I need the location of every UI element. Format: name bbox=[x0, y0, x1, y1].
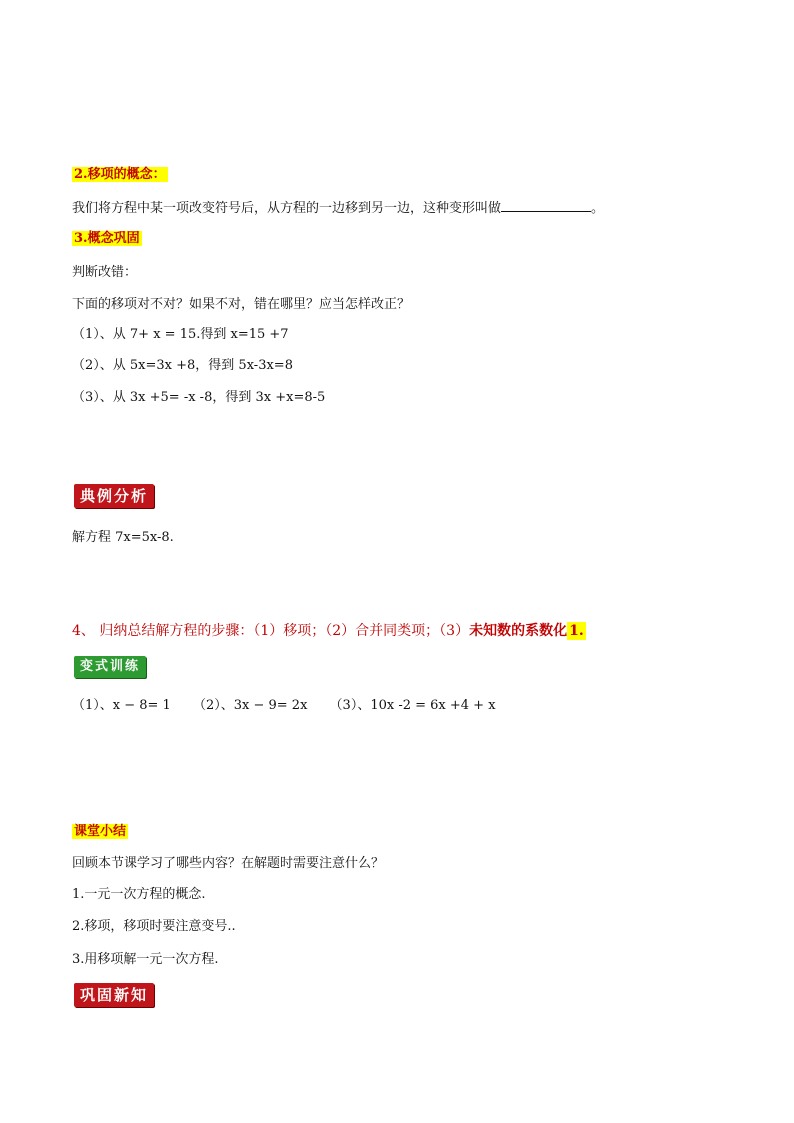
judge-item-1: （1）、从 7+ x = 15.得到 x=15 +7 bbox=[72, 327, 289, 342]
concept-sentence-text: 我们将方程中某一项改变符号后，从方程的一边移到另一边，这种变形叫做 bbox=[72, 201, 502, 216]
summary-heading-text: 课堂小结 bbox=[74, 824, 127, 839]
judge-item-2: （2）、从 5x=3x +8，得到 5x-3x=8 bbox=[72, 358, 293, 373]
section3-heading bbox=[72, 230, 142, 248]
summary-point-1: 1.一元一次方程的概念. bbox=[72, 887, 206, 902]
summary-heading bbox=[72, 823, 128, 841]
judge-question: 下面的移项对不对？如果不对，错在哪里？应当怎样改正？ bbox=[72, 297, 411, 312]
consolidate-banner: 巩固新知 bbox=[74, 983, 154, 1007]
judge-item-3: （3）、从 3x +5= -x -8，得到 3x +x=8-5 bbox=[72, 390, 326, 405]
section4-steps-highlight: 1. bbox=[569, 623, 584, 639]
concept-sentence bbox=[72, 199, 604, 218]
fill-in-blank bbox=[501, 199, 591, 212]
section4-steps-bold: 未知数的系数化 bbox=[469, 623, 568, 639]
example-problem: 解方程 7x=5x-8. bbox=[72, 530, 174, 545]
variation-item-1: （1）、x − 8= 1 bbox=[72, 698, 171, 713]
section3-heading-text: 3.概念巩固 bbox=[74, 231, 140, 246]
judge-label: 判断改错： bbox=[72, 265, 138, 280]
variation-items bbox=[72, 697, 514, 715]
variation-item-3: （3）、10x -2 = 6x +4 + x bbox=[329, 698, 496, 713]
summary-point-3: 3.用移项解一元一次方程. bbox=[72, 952, 219, 967]
variation-banner: 变式训练 bbox=[74, 656, 146, 678]
summary-question: 回顾本节课学习了哪些内容？在解题时需要注意什么？ bbox=[72, 856, 385, 871]
concept-sentence-end: 。 bbox=[591, 201, 605, 216]
section2-heading-text: 2.移项的概念： bbox=[74, 167, 166, 182]
section2-heading bbox=[72, 166, 168, 184]
example-banner: 典例分析 bbox=[74, 484, 154, 508]
summary-point-2: 2.移项，移项时要注意变号.. bbox=[72, 919, 236, 934]
section4-steps bbox=[72, 622, 586, 640]
variation-item-2: （2）、3x − 9= 2x bbox=[192, 698, 308, 713]
section4-steps-text: 4、 归纳总结解方程的步骤：（1）移项；（2）合并同类项；（3） bbox=[72, 623, 470, 639]
